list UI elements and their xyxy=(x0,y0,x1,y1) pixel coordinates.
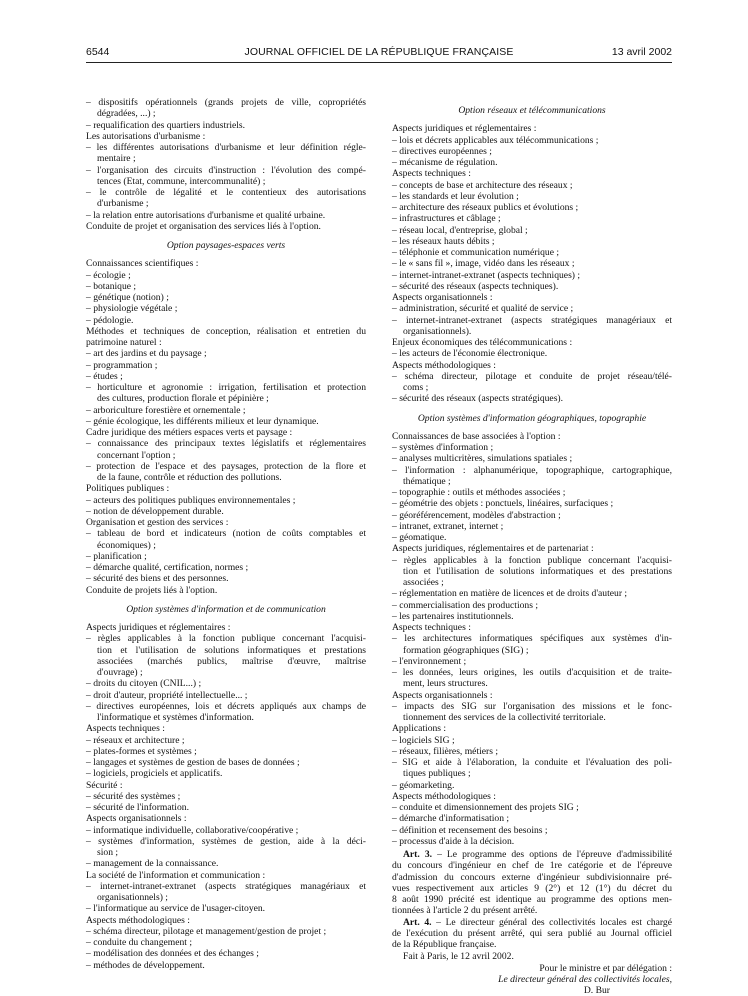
text-line: – géoréférencement, modèles d'abstraction ; xyxy=(392,509,561,521)
text-line: concernant l'option ; xyxy=(97,449,176,461)
text-line: – les données, leurs origines, les outils d'acquisition et de traite- xyxy=(392,667,672,678)
text-line: – schéma directeur, pilotage et conduite de projet réseau/télé- xyxy=(392,370,672,382)
text-line: Applications : xyxy=(392,723,447,735)
text-line: des cultures, production florale et pépinière ; xyxy=(97,393,269,405)
signature-for: Pour le ministre et par délégation : xyxy=(539,962,672,974)
text-line: – réseau local, d'entreprise, global ; xyxy=(392,224,528,236)
text-line: – méthodes de développement. xyxy=(86,959,205,971)
text-line: l'informatique et systèmes d'information. xyxy=(97,712,254,723)
text-line: – logiciels, progiciels et applicatifs. xyxy=(86,768,223,780)
text-line: Enjeux économiques des télécommunications : xyxy=(392,337,573,348)
text-line: Aspects techniques : xyxy=(86,723,165,735)
text-line: – requalification des quartiers industriels. xyxy=(86,119,246,131)
text-line: Conduite de projets liés à l'option. xyxy=(86,584,218,596)
article-4 xyxy=(392,917,672,951)
text-line: – géomarketing. xyxy=(392,779,455,791)
text-line: – programmation ; xyxy=(86,359,158,371)
text-line: – directives européennes, lois et décrets appliqués aux champs de xyxy=(86,700,366,712)
section-heading: Option réseaux et télécommunications xyxy=(458,105,606,116)
text-line: de la faune, contrôle et réduction des pollutions. xyxy=(97,472,282,483)
text-line: tion et l'utilisation de solutions informatiques et des prestations xyxy=(403,565,672,577)
text-line: – sécurité de l'information. xyxy=(86,802,189,813)
text-line: – acteurs des politiques publiques environnementales ; xyxy=(86,494,296,506)
text-line: associées (marchés publics, maîtrise d'œuvre, maîtrise xyxy=(97,655,366,667)
text-line: Aspects méthodologiques : xyxy=(392,790,496,802)
text-line: Aspects techniques : xyxy=(392,622,471,633)
text-line: – géomatique. xyxy=(392,532,447,543)
text-line: patrimoine naturel : xyxy=(86,337,162,348)
text-line: tiques publiques ; xyxy=(403,768,471,780)
text-line: – réseaux, filières, métiers ; xyxy=(392,745,499,757)
text-line: Cadre juridique des métiers espaces verts et paysage : xyxy=(86,427,293,438)
text-line: – génie écologique, les différents milieux et leur dynamique. xyxy=(86,415,319,427)
article-line: vues respectivement aux articles 9 (2°) et 12 (1°) du décret du xyxy=(392,882,672,894)
text-line: – botanique ; xyxy=(86,280,137,292)
text-line: – systèmes d'information ; xyxy=(392,442,494,453)
text-line: organisationnels) ; xyxy=(97,892,168,903)
done-at: Fait à Paris, le 12 avril 2002. xyxy=(403,951,514,963)
text-line: formation géographiques (SIG) ; xyxy=(403,644,529,656)
text-line: – lois et décrets applicables aux télécommunications ; xyxy=(392,134,599,146)
text-line: – physiologie végétale ; xyxy=(86,303,178,315)
article-line: de l'exécution du présent arrêté, qui sera publié au Journal officiel xyxy=(392,927,672,939)
text-line: – systèmes d'information, systèmes de gestion, aide à la déci- xyxy=(86,835,366,847)
text-line: tionnement des services de la collectivité territoriale. xyxy=(403,712,606,723)
text-line: tion et l'utilisation de solutions informatiques et prestations xyxy=(97,644,366,656)
article-3 xyxy=(392,849,672,917)
text-line: Aspects méthodologiques : xyxy=(392,359,496,371)
page-header xyxy=(86,46,672,60)
text-line: – concepts de base et architecture des réseaux ; xyxy=(392,179,573,191)
article-label: Art. 3. xyxy=(403,849,433,860)
text-line: – dispositifs opérationnels (grands projets de ville, copropriétés xyxy=(86,97,366,108)
text-line: – définition et recensement des besoins ; xyxy=(392,824,548,836)
text-line: – études ; xyxy=(86,370,123,382)
article-label: Art. 4. xyxy=(403,916,432,928)
text-line: – démarche qualité, certification, normes ; xyxy=(86,562,249,573)
text-line: – réglementation en matière de licences et de droits d'auteur ; xyxy=(392,588,628,600)
text-line: – les architectures informatiques spécifiques aux systèmes d'in- xyxy=(392,633,672,645)
text-line: – les standards et leur évolution ; xyxy=(392,190,519,202)
header-rule xyxy=(86,62,672,63)
text-line: – schéma directeur, pilotage et management/gestion de projet ; xyxy=(86,925,327,937)
text-line: – droits du citoyen (CNIL...) ; xyxy=(86,678,202,690)
text-line: – les réseaux hauts débits ; xyxy=(392,235,495,247)
text-line: Aspects juridiques et réglementaires : xyxy=(86,622,231,633)
text-line: – logiciels SIG ; xyxy=(392,734,455,746)
text-line: Connaissances scientifiques : xyxy=(86,258,199,270)
text-line: associées ; xyxy=(403,577,444,588)
article-line: tionnées à l'article 2 du présent arrêté. xyxy=(392,905,538,917)
text-line: Aspects organisationnels : xyxy=(392,292,493,303)
text-line: Aspects organisationnels : xyxy=(392,689,493,701)
text-line: mentaire ; xyxy=(97,153,136,165)
text-line: – sécurité des réseaux (aspects techniques). xyxy=(392,280,559,292)
section-heading: Option systèmes d'information et de communication xyxy=(126,603,326,615)
text-line: – conduite du changement ; xyxy=(86,937,193,948)
text-line: – l'informatique au service de l'usager-citoyen. xyxy=(86,903,266,915)
text-line: – arboriculture forestière et ornementale ; xyxy=(86,404,246,416)
text-line: – intranet, extranet, internet ; xyxy=(392,520,504,532)
text-line: – infrastructures et câblage ; xyxy=(392,213,501,225)
text-line: – conduite et dimensionnement des projets SIG ; xyxy=(392,802,579,813)
text-line: – horticulture et agronomie : irrigation, fertilisation et protection xyxy=(86,382,366,393)
text-line: – administration, sécurité et qualité de service ; xyxy=(392,303,574,315)
text-line: – le contrôle de légalité et le contentieux des autorisations xyxy=(86,187,366,198)
text-line: – mécanisme de régulation. xyxy=(392,157,498,168)
text-line: – l'information : alphanumérique, topographique, cartographique, xyxy=(392,464,672,476)
text-line: – sécurité des réseaux (aspects stratégiques). xyxy=(392,393,564,405)
text-line: Aspects techniques : xyxy=(392,168,471,180)
text-line: – impacts des SIG sur l'organisation des missions et le fonc- xyxy=(392,700,672,712)
text-line: Aspects méthodologiques : xyxy=(86,914,190,926)
text-line: – langages et systèmes de gestion de bases de données ; xyxy=(86,757,300,768)
article-line: 8 août 1990 précité est identique au programme des options men- xyxy=(392,894,672,905)
text-line: coms ; xyxy=(403,382,429,393)
text-line: – les acteurs de l'économie électronique. xyxy=(392,348,548,360)
text-line: – processus d'aide à la décision. xyxy=(392,835,515,847)
text-line: – géométrie des objets : ponctuels, linéaires, surfaciques ; xyxy=(392,498,614,510)
text-line: – le « sans fil », image, vidéo dans les réseaux ; xyxy=(392,258,575,270)
text-line: – internet-intranet-extranet (aspects stratégiques managériaux et xyxy=(86,880,366,892)
text-line: – directives européennes ; xyxy=(392,145,492,157)
text-line: d'ouvrage) ; xyxy=(97,667,143,678)
text-line: – les partenaires institutionnels. xyxy=(392,610,514,622)
text-line: Les autorisations d'urbanisme : xyxy=(86,130,206,142)
page-number: 6544 xyxy=(86,46,110,58)
text-line: – art des jardins et du paysage ; xyxy=(86,348,207,360)
text-line: – management de la connaissance. xyxy=(86,858,219,870)
article-line xyxy=(392,917,672,928)
section-heading: Option paysages-espaces verts xyxy=(166,240,286,251)
text-line: – plates-formes et systèmes ; xyxy=(86,745,197,757)
text-line: – informatique individuelle, collaborative/coopérative ; xyxy=(86,824,299,836)
text-line: thématique ; xyxy=(403,475,451,487)
text-line: – topographie : outils et méthodes associées ; xyxy=(392,487,566,498)
text-line: – protection de l'espace et des paysages, protection de la flore et xyxy=(86,460,366,472)
text-line: – sécurité des systèmes ; xyxy=(86,790,181,802)
text-line: d'urbanisme ; xyxy=(97,198,149,210)
text-line: – commercialisation des productions ; xyxy=(392,599,539,611)
left-column xyxy=(86,97,366,971)
article-line: d'admission du concours externe d'ingénieur subdivisionnaire pré- xyxy=(392,871,672,883)
text-line: – internet-intranet-extranet (aspects stratégiques managériaux et xyxy=(392,314,672,326)
article-line: du concours d'ingénieur en chef de 1re catégorie et de l'épreuve xyxy=(392,860,672,872)
text-line: – sécurité des biens et des personnes. xyxy=(86,573,229,585)
right-column-body xyxy=(392,105,672,847)
text-line: tences (Etat, commune, intercommunalité) ; xyxy=(97,175,266,187)
text-line: Aspects juridiques, réglementaires et de partenariat : xyxy=(392,543,594,555)
text-line: ment, leurs structures. xyxy=(403,678,488,690)
text-line: Organisation et gestion des services : xyxy=(86,517,229,528)
article-line xyxy=(392,849,672,860)
text-line: Conduite de projet et organisation des services liés à l'option. xyxy=(86,220,321,232)
text-line: – architecture des réseaux publics et évolutions ; xyxy=(392,202,579,213)
text-line: – règles applicables à la fonction publique concernant l'acquisi- xyxy=(392,554,672,566)
text-line: Connaissances de base associées à l'option : xyxy=(392,430,561,442)
text-line: – modélisation des données et des échanges ; xyxy=(86,948,259,960)
text-line: – l'organisation des circuits d'instruction : l'évolution des compé- xyxy=(86,164,366,176)
right-column xyxy=(392,97,672,996)
text-line: économiques) ; xyxy=(97,539,156,551)
text-line: – internet-intranet-extranet (aspects techniques) ; xyxy=(392,269,581,281)
text-line: – les différentes autorisations d'urbanisme et leur définition régle- xyxy=(86,142,366,153)
text-line: – analyses multicritères, simulations spatiales ; xyxy=(392,453,573,465)
signature-name: D. Bur xyxy=(583,985,610,996)
text-line: Aspects juridiques et réglementaires : xyxy=(392,123,537,135)
text-line: La société de l'information et communication : xyxy=(86,869,266,881)
text-line: dégradées, ...) ; xyxy=(97,108,156,120)
article-line: de la République française. xyxy=(392,939,497,950)
text-line: – l'environnement ; xyxy=(392,655,467,667)
text-line: – tableau de bord et indicateurs (notion de coûts comptables et xyxy=(86,528,366,540)
section-heading: Option systèmes d'information géographiques, topographie xyxy=(417,412,647,424)
text-line: – notion de développement durable. xyxy=(86,505,224,517)
text-line: – droit d'auteur, propriété intellectuelle... ; xyxy=(86,689,248,701)
text-line: Sécurité : xyxy=(86,779,123,791)
text-line: Aspects organisationnels : xyxy=(86,813,187,825)
text-line: – SIG et aide à l'élaboration, la conduite et l'évaluation des poli- xyxy=(392,757,672,768)
text-line: Politiques publiques : xyxy=(86,483,170,495)
text-line: sion ; xyxy=(97,847,119,858)
text-line: – téléphonie et communication numérique ; xyxy=(392,247,560,258)
text-line: – la relation entre autorisations d'urbanisme et qualité urbaine. xyxy=(86,209,326,221)
text-line: organisationnels). xyxy=(403,325,472,337)
text-line: – génétique (notion) ; xyxy=(86,292,169,303)
text-line: – connaissance des principaux textes législatifs et réglementaires xyxy=(86,438,366,450)
text-line: Méthodes et techniques de conception, réalisation et entretien du xyxy=(86,325,366,337)
article-text: – Le programme des options de l'épreuve d'admissibilité xyxy=(432,849,672,860)
signature-title: Le directeur général des collectivités locales, xyxy=(498,973,672,985)
issue-date: 13 avril 2002 xyxy=(611,46,672,58)
journal-title: JOURNAL OFFICIEL DE LA RÉPUBLIQUE FRANÇAISE xyxy=(244,46,514,58)
text-line: – pédologie. xyxy=(86,314,134,326)
text-line: – planification ; xyxy=(86,550,147,562)
article-text: – Le directeur général des collectivités locales est chargé xyxy=(431,916,672,928)
text-line: – réseaux et architecture ; xyxy=(86,734,185,746)
text-line: – écologie ; xyxy=(86,269,131,281)
text-line: – règles applicables à la fonction publique concernant l'acquisi- xyxy=(86,633,366,645)
text-line: – démarche d'informatisation ; xyxy=(392,813,510,825)
